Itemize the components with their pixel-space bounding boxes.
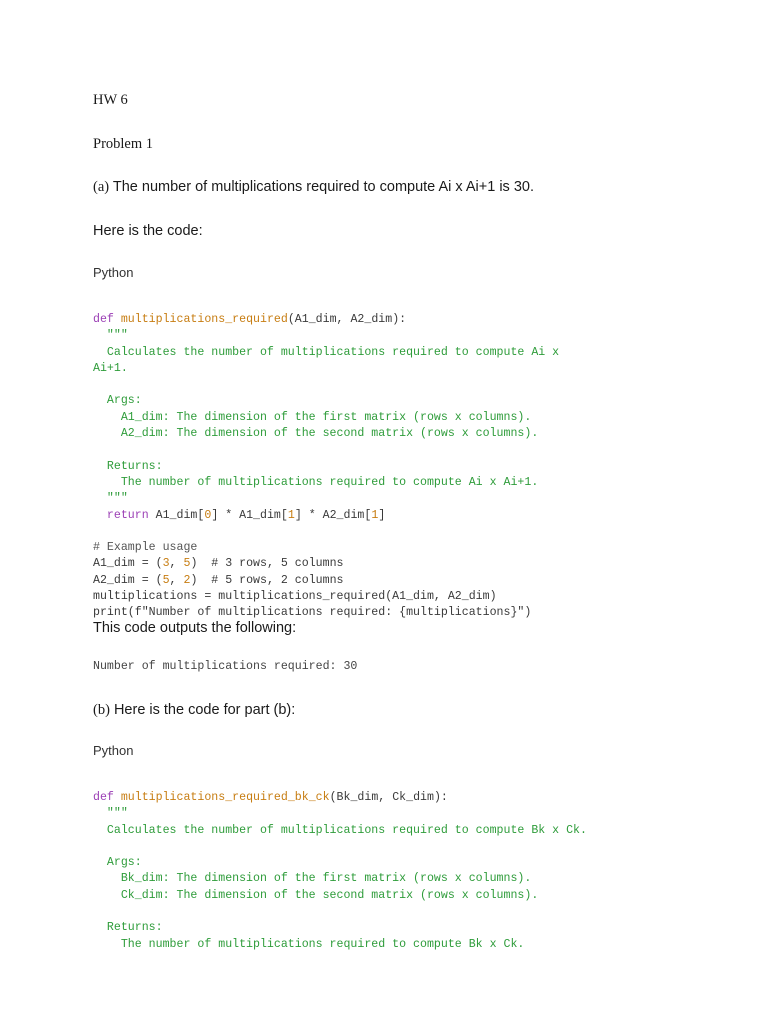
code-line: Args:: [93, 856, 142, 870]
code-line: [93, 377, 559, 393]
code-line: Calculates the number of multiplications required to compute Ai x: [93, 345, 560, 359]
code-line: [93, 524, 559, 540]
code-line: [93, 904, 587, 920]
code-line: """: [93, 807, 128, 821]
code-line: Returns:: [93, 459, 163, 473]
code-line: """: [93, 492, 128, 506]
code-line: The number of multiplications required to compute Bk x Ck.: [93, 937, 525, 951]
problem-heading: Problem 1: [93, 136, 154, 152]
code-block-b: [93, 758, 587, 985]
doc-title: HW 6: [93, 92, 128, 108]
code-line: Args:: [93, 394, 142, 408]
code-line: Calculates the number of multiplications required to compute Bk x Ck.: [93, 823, 587, 837]
code-line: return A1_dim[0] * A1_dim[1] * A2_dim[1]: [93, 508, 386, 522]
code-line: def multiplications_required(A1_dim, A2_dim):: [93, 313, 407, 326]
code-line: [93, 839, 587, 855]
part-a-label: (a): [93, 179, 110, 195]
code-line: The number of multiplications required to compute Ai x Ai+1.: [93, 475, 539, 489]
code-line: A2_dim: The dimension of the second matrix (rows x columns).: [93, 427, 539, 441]
code-line: A1_dim = (3, 5) # 3 rows, 5 columns: [93, 557, 344, 571]
part-a-text: The number of multiplications required to compute Ai x Ai+1 is 30.: [109, 179, 534, 195]
code-line: A2_dim = (5, 2) # 5 rows, 2 columns: [93, 573, 344, 587]
part-b-paragraph: [93, 702, 295, 718]
code-line: def multiplications_required_bk_ck(Bk_dim, Ck_dim):: [93, 791, 448, 804]
code-intro-text: Here is the code:: [93, 223, 203, 239]
code-line: Ai+1.: [93, 361, 128, 375]
code-language-label: Python: [93, 265, 134, 280]
code-line: [93, 442, 559, 458]
code-line: Returns:: [93, 921, 163, 935]
code-line: """: [93, 329, 128, 343]
code-line: # Example usage: [93, 541, 198, 555]
code-line: A1_dim: The dimension of the first matrix (rows x columns).: [93, 410, 532, 424]
code-language-label: Python: [93, 743, 134, 758]
code-line: Ck_dim: The dimension of the second matrix (rows x columns).: [93, 888, 539, 902]
part-b-label: (b): [93, 702, 110, 718]
part-a-paragraph: [93, 179, 534, 195]
part-b-text: Here is the code for part (b):: [109, 702, 296, 718]
code-line: print(f"Number of multiplications required: {multiplications}"): [93, 606, 532, 620]
code-line: Bk_dim: The dimension of the first matrix (rows x columns).: [93, 872, 532, 886]
output-intro-text: This code outputs the following:: [93, 620, 297, 636]
output-text: Number of multiplications required: 30: [93, 660, 358, 673]
code-block-a: [93, 280, 559, 654]
code-line: multiplications = multiplications_required(A1_dim, A2_dim): [93, 590, 497, 604]
